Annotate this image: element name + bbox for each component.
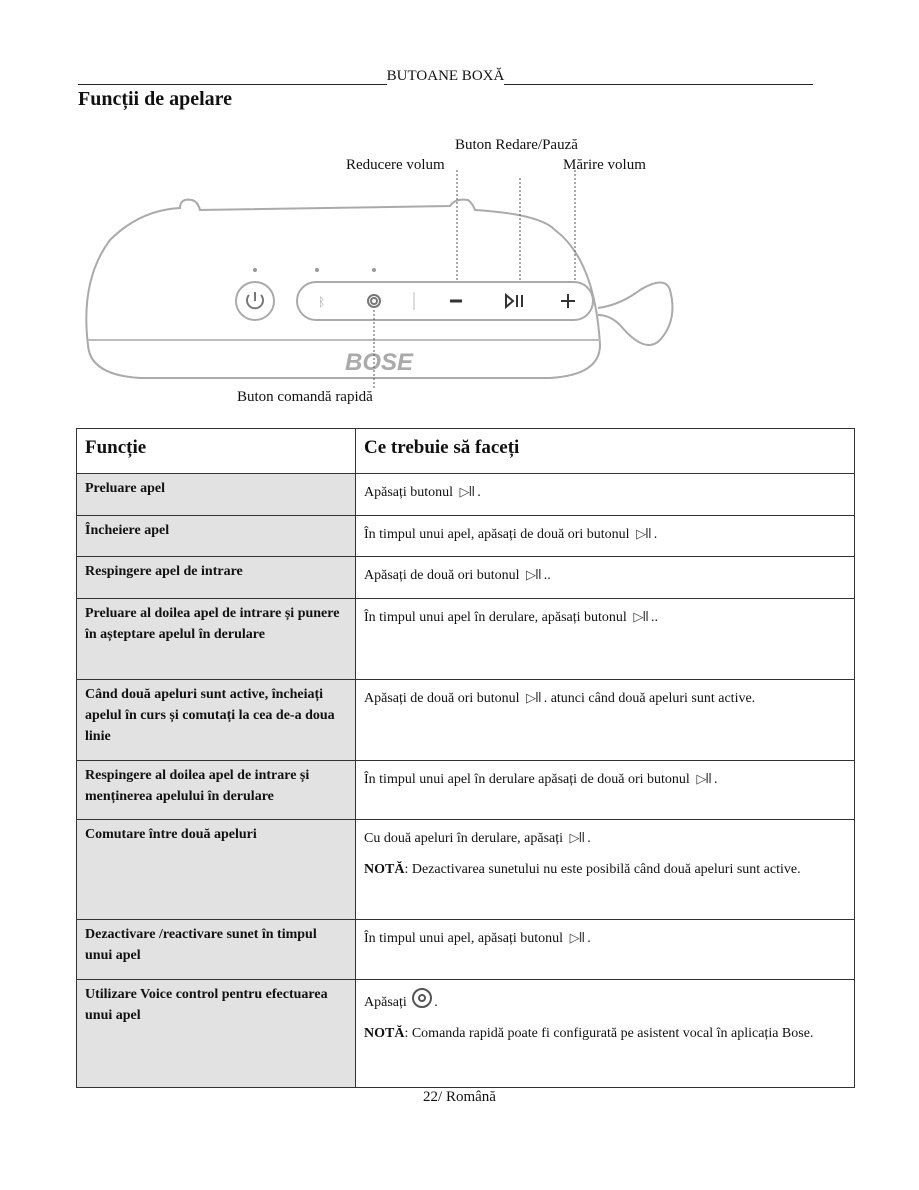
table-row — [77, 516, 855, 557]
action-text-end: . — [434, 995, 438, 1010]
action-text: Apăsați de două ori butonul — [364, 691, 520, 706]
play-pause-icon — [506, 295, 522, 307]
label-volume-up: Mărire volum — [563, 157, 646, 173]
function-cell: Utilizare Voice control pentru efectuarea unui apel — [77, 980, 356, 1088]
action-text: Cu două apeluri în derulare, apăsați — [364, 831, 564, 846]
shortcut-button-icon — [368, 295, 380, 307]
action-cell — [356, 474, 855, 516]
action-cell — [356, 920, 855, 980]
function-cell: Respingere apel de intrare — [77, 557, 356, 599]
section-title: BUTOANE BOXĂ — [386, 68, 505, 84]
label-play-pause: Buton Redare/Pauză — [455, 137, 578, 153]
page-footer: 22/ Română — [423, 1089, 496, 1105]
note-label: NOTĂ — [364, 862, 405, 877]
action-text-end: . — [477, 485, 481, 500]
page-title: Funcții de apelare — [78, 88, 233, 110]
action-text-end: . — [653, 527, 658, 542]
action-cell — [356, 820, 855, 920]
play-pause-icon: ▷II — [526, 568, 541, 583]
speaker-diagram — [80, 130, 860, 390]
action-text-end: .. — [651, 610, 658, 625]
action-text-end: . — [587, 931, 591, 946]
label-volume-down: Reducere volum — [346, 157, 445, 173]
bluetooth-icon: ᛒ — [318, 295, 326, 309]
note — [364, 1023, 846, 1044]
action-cell — [356, 557, 855, 599]
table-row — [77, 599, 855, 680]
note-text: : Dezactivarea sunetului nu este posibilă când două apeluri sunt active. — [404, 862, 801, 877]
table-row — [77, 474, 855, 516]
action-text-end: .. — [543, 568, 551, 583]
action-text: Apăsați — [364, 995, 407, 1010]
function-cell: Respingere al doilea apel de intrare și menținerea apelului în derulare — [77, 761, 356, 820]
action-text: În timpul unui apel în derulare, apăsați butonul — [364, 610, 627, 625]
label-shortcut: Buton comandă rapidă — [237, 389, 373, 405]
table-row — [77, 820, 855, 920]
play-pause-icon: ▷II — [459, 485, 475, 500]
action-text: În timpul unui apel, apăsați butonul — [364, 931, 564, 946]
table-header-row — [77, 429, 855, 474]
speaker-body — [86, 200, 600, 378]
action-cell — [356, 980, 855, 1088]
table-row — [77, 680, 855, 761]
action-text-end: . atunci când două apeluri sunt active. — [543, 691, 756, 706]
column-header-action: Ce trebuie să faceți — [356, 429, 855, 474]
play-pause-icon: ▷II — [636, 527, 651, 542]
play-pause-icon: ▷II — [569, 931, 585, 946]
table-row — [77, 920, 855, 980]
shortcut-icon — [412, 988, 432, 1008]
button-panel — [297, 282, 593, 320]
volume-up-icon — [561, 294, 575, 308]
action-cell — [356, 761, 855, 820]
play-pause-icon: ▷II — [526, 691, 541, 706]
header-rule-right — [504, 70, 813, 85]
action-text-end: . — [713, 772, 718, 787]
play-pause-icon: ▷II — [696, 772, 711, 787]
header-rule-left — [78, 70, 387, 85]
action-cell — [356, 680, 855, 761]
action-text: În timpul unui apel, apăsați de două ori butonul — [364, 527, 630, 542]
table-row — [77, 980, 855, 1088]
power-icon — [247, 292, 263, 308]
action-text: În timpul unui apel în derulare apăsați de două ori butonul — [364, 772, 690, 787]
table-row — [77, 557, 855, 599]
action-text: Apăsați de două ori butonul — [364, 568, 520, 583]
function-cell: Preluare al doilea apel de intrare și punere în așteptare apelul în derulare — [77, 599, 356, 680]
function-cell: Încheiere apel — [77, 516, 356, 557]
speaker-strap — [598, 283, 672, 346]
call-functions-table — [76, 428, 855, 1088]
function-cell: Dezactivare /reactivare sunet în timpul unui apel — [77, 920, 356, 980]
play-pause-icon: ▷II — [569, 831, 585, 846]
action-cell — [356, 516, 855, 557]
section-header — [78, 68, 813, 85]
column-header-function: Funcție — [77, 429, 356, 474]
action-text: Apăsați butonul — [364, 485, 454, 500]
function-cell: Preluare apel — [77, 474, 356, 516]
note-label: NOTĂ — [364, 1026, 405, 1041]
function-cell: Comutare între două apeluri — [77, 820, 356, 920]
function-cell: Când două apeluri sunt active, încheiați apelul în curs și comutați la cea de-a doua linie — [77, 680, 356, 761]
action-text-end: . — [587, 831, 591, 846]
note-text: : Comanda rapidă poate fi configurată pe asistent vocal în aplicația Bose. — [404, 1026, 814, 1041]
action-cell — [356, 599, 855, 680]
bose-logo: BOSE — [345, 349, 414, 376]
play-pause-icon: ▷II — [633, 610, 648, 625]
note — [364, 859, 846, 880]
table-row — [77, 761, 855, 820]
